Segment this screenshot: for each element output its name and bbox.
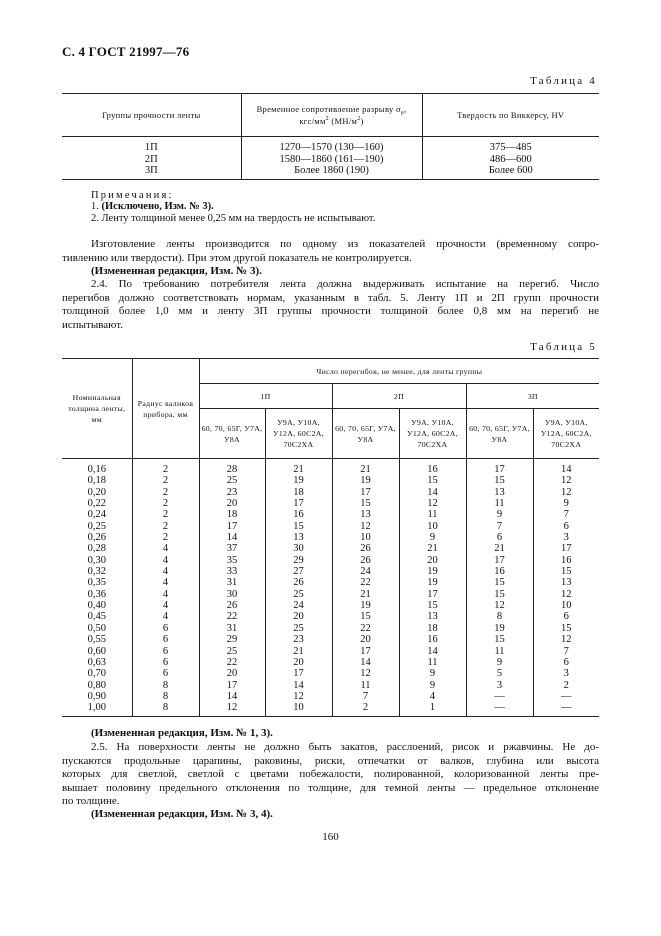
table-cell: 10 <box>265 702 332 716</box>
table-cell: 18 <box>399 623 466 634</box>
table-cell: 22 <box>199 611 265 622</box>
table-cell: 4 <box>132 555 199 566</box>
table-cell: 31 <box>199 577 265 588</box>
table-cell: 21 <box>332 459 399 476</box>
table-cell: — <box>466 702 533 716</box>
table-cell: 0,60 <box>87 645 106 657</box>
table-cell: 20 <box>265 657 332 668</box>
table-cell: 6 <box>533 611 599 622</box>
table-cell: 0,20 <box>87 486 106 498</box>
table-row <box>62 646 599 657</box>
table-cell: 24 <box>332 566 399 577</box>
table-cell: 12 <box>533 487 599 498</box>
table-cell: 2 <box>132 459 199 476</box>
table-cell: 10 <box>533 600 599 611</box>
table-cell: 35 <box>199 555 265 566</box>
table-cell: 13 <box>265 532 332 543</box>
table-cell: 19 <box>399 577 466 588</box>
table-cell: 19 <box>332 600 399 611</box>
table-cell: 13 <box>533 577 599 588</box>
bend-test-table <box>62 358 599 717</box>
table-cell: 0,40 <box>87 600 106 612</box>
table-row <box>62 600 599 611</box>
table-cell: 4 <box>399 691 466 702</box>
edit-note-3: (Измененная редакция, Изм. № 3). <box>91 265 262 277</box>
table-cell: 0,26 <box>87 532 106 544</box>
table-cell: 14 <box>199 691 265 702</box>
table-cell: 17 <box>199 521 265 532</box>
col-header-steel-a: 60, 70, 65Г, У7А, У8А <box>332 409 399 459</box>
table-cell: 21 <box>466 543 533 554</box>
table-cell: 13 <box>466 487 533 498</box>
table-cell: 12 <box>533 634 599 645</box>
table-row: 3П Более 1860 (190) Более 600 <box>62 165 599 179</box>
table-cell: 29 <box>265 555 332 566</box>
table-cell: 9 <box>466 509 533 520</box>
table-cell: 14 <box>332 657 399 668</box>
table-cell: 11 <box>466 498 533 509</box>
table-cell: 0,50 <box>87 622 106 634</box>
table-cell: 10 <box>399 521 466 532</box>
table-cell: 20 <box>265 611 332 622</box>
table-cell: 17 <box>332 487 399 498</box>
table-cell: 9 <box>399 668 466 679</box>
table-cell: 17 <box>466 555 533 566</box>
table-cell: 17 <box>265 668 332 679</box>
table-cell: 2 <box>533 680 599 691</box>
table-row <box>62 487 599 498</box>
table-cell: 3 <box>533 668 599 679</box>
table-cell: 22 <box>332 577 399 588</box>
table-row <box>62 691 599 702</box>
table-cell: 15 <box>332 611 399 622</box>
table-cell: 2 <box>132 475 199 486</box>
table-cell: 9 <box>399 532 466 543</box>
table-cell: 9 <box>466 657 533 668</box>
table-cell: 6 <box>466 532 533 543</box>
table-cell: 14 <box>399 487 466 498</box>
table-cell: 18 <box>265 487 332 498</box>
table-cell: 25 <box>265 589 332 600</box>
table-cell: 2 <box>132 521 199 532</box>
table-row <box>62 566 599 577</box>
paragraph-2-5: 2.5. На поверхности ленты не должно быть закатов, расслоений, рисок и ржавчины. Не до- пускаются продольные царапины, раковины, риски, отпечатки от валков, глубина или высота которых для светлой, светлой с цветами побежалости, полированной, колоризованной ленты пре- вышает половину предельного отклонения по толщине, для темной ленты — предельное отклонение по толщине. <box>62 741 599 807</box>
col-header-steel-b: У9А, У10А, У12А, 60С2А, 70С2ХА <box>265 409 332 459</box>
table-cell: 25 <box>265 623 332 634</box>
table-cell: 24 <box>265 600 332 611</box>
paragraph-strength-indicator: Изготовление ленты производится по одному из показателей прочности (временному сопро- тивлению или твердости). При этом другой показатель не контролируется. <box>62 238 599 264</box>
table-cell: 14 <box>199 532 265 543</box>
table-cell: 30 <box>199 589 265 600</box>
table-cell: 28 <box>199 459 265 476</box>
table-cell: 6 <box>132 668 199 679</box>
col-header-hardness: Твердость по Виккерсу, HV <box>422 94 599 137</box>
table-cell: 21 <box>265 646 332 657</box>
table-cell: 15 <box>466 577 533 588</box>
table-cell: 0,55 <box>87 634 106 646</box>
table-cell: 0,70 <box>87 668 106 680</box>
table-cell: 26 <box>199 600 265 611</box>
table-cell: 4 <box>132 543 199 554</box>
page-number: 160 <box>322 831 339 843</box>
edit-note-1-3: (Измененная редакция, Изм. № 1, 3). <box>91 727 273 739</box>
table-cell: 3 <box>466 680 533 691</box>
table-cell: 0,30 <box>87 554 106 566</box>
table-cell: 0,18 <box>87 475 106 487</box>
table-cell: 25 <box>199 646 265 657</box>
edit-note-3-4: (Измененная редакция, Изм. № 3, 4). <box>91 808 273 820</box>
col-header-steel-a: 60, 70, 65Г, У7А, У8А <box>466 409 533 459</box>
table4-caption: Таблица 4 <box>530 75 597 87</box>
col-header-thickness: Номинальная толщина ленты, мм <box>62 359 132 459</box>
col-header-steel-b: У9А, У10А, У12А, 60С2А, 70С2ХА <box>533 409 599 459</box>
table-cell: 16 <box>399 634 466 645</box>
paragraph-2-4: 2.4. По требованию потребителя лента должна выдерживать испытание на перегиб. Число перегибов должно соответствовать нормам, указанным в табл. 5. Ленту 1П и 2П групп прочности толщиной более 1,0 мм и ленту 3П группы прочности толщиной более 0,8 мм на перегиб не испытывают. <box>62 278 599 331</box>
table-cell: 16 <box>533 555 599 566</box>
note-1: 1. (Исключено, Изм. № 3). <box>91 201 214 212</box>
table-cell: 0,25 <box>87 520 106 532</box>
table-row <box>62 498 599 509</box>
col-header-radius: Радиус валиков прибора, мм <box>132 359 199 459</box>
table-cell: 6 <box>533 521 599 532</box>
table-cell: 2 <box>132 487 199 498</box>
table-cell: 23 <box>199 487 265 498</box>
table-cell: 16 <box>265 509 332 520</box>
table-cell: 26 <box>332 543 399 554</box>
table-cell: 14 <box>265 680 332 691</box>
table-cell: 9 <box>533 498 599 509</box>
table-cell: 0,22 <box>87 498 106 510</box>
table-row <box>62 459 599 476</box>
table-cell: 19 <box>466 623 533 634</box>
table-cell: 0,35 <box>87 577 106 589</box>
table-row <box>62 634 599 645</box>
bend-table-body <box>62 459 599 717</box>
col-header-group-3p: 3П <box>466 384 599 409</box>
col-header-steel-a: 60, 70, 65Г, У7А, У8А <box>199 409 265 459</box>
table-cell: 20 <box>199 498 265 509</box>
table-cell: 2 <box>132 498 199 509</box>
table-cell: 3 <box>533 532 599 543</box>
table-cell: 6 <box>132 634 199 645</box>
table-cell: 0,45 <box>87 611 106 623</box>
table-cell: — <box>533 702 599 716</box>
table-cell: 23 <box>265 634 332 645</box>
table5-caption: Таблица 5 <box>530 341 597 353</box>
table-cell: 2 <box>132 532 199 543</box>
col-header-steel-b: У9А, У10А, У12А, 60С2А, 70С2ХА <box>399 409 466 459</box>
table-row: 1П 1270—1570 (130—160) 375—485 <box>62 137 599 154</box>
table-cell: 2 <box>332 702 399 716</box>
table-cell: 15 <box>466 589 533 600</box>
table-cell: 17 <box>533 543 599 554</box>
table-cell: 0,63 <box>87 656 106 668</box>
table-cell: 12 <box>533 589 599 600</box>
table-row <box>62 555 599 566</box>
table-cell: 19 <box>265 475 332 486</box>
table-row <box>62 475 599 486</box>
table-cell: 18 <box>199 509 265 520</box>
col-header-group: Группы прочности ленты <box>62 94 241 137</box>
table-cell: 7 <box>332 691 399 702</box>
table-cell: 15 <box>466 634 533 645</box>
table-row <box>62 702 599 716</box>
table-cell: 26 <box>332 555 399 566</box>
table-cell: 22 <box>332 623 399 634</box>
table-cell: 8 <box>132 702 199 716</box>
notes-title: Примечания: <box>91 190 174 201</box>
table-cell: 8 <box>466 611 533 622</box>
table-cell: 15 <box>399 475 466 486</box>
table-cell: 21 <box>265 459 332 476</box>
table-cell: 16 <box>399 459 466 476</box>
table-cell: 10 <box>332 532 399 543</box>
table-cell: 17 <box>199 680 265 691</box>
page-header: С. 4 ГОСТ 21997—76 <box>62 44 190 59</box>
table-cell: 30 <box>265 543 332 554</box>
table-cell: 12 <box>533 475 599 486</box>
table-cell: 21 <box>399 543 466 554</box>
table-row <box>62 577 599 588</box>
table-cell: 4 <box>132 600 199 611</box>
table-cell: 12 <box>332 668 399 679</box>
col-header-bends: Число перегибов, не менее, для ленты группы <box>199 359 599 384</box>
table-cell: 6 <box>132 646 199 657</box>
col-header-group-1p: 1П <box>199 384 332 409</box>
table-cell: 12 <box>265 691 332 702</box>
table-cell: 13 <box>399 611 466 622</box>
table-cell: 0,90 <box>87 690 106 702</box>
table-cell: 20 <box>399 555 466 566</box>
table-cell: 8 <box>132 680 199 691</box>
table-cell: — <box>466 691 533 702</box>
table-row: 2П 1580—1860 (161—190) 486—600 <box>62 154 599 166</box>
table-row <box>62 532 599 543</box>
table-row <box>62 623 599 634</box>
table-cell: 17 <box>332 646 399 657</box>
table-cell: 29 <box>199 634 265 645</box>
strength-table <box>62 93 599 180</box>
table-cell: 15 <box>466 475 533 486</box>
table-cell: 22 <box>199 657 265 668</box>
table-cell: 19 <box>399 566 466 577</box>
table-cell: 7 <box>533 646 599 657</box>
col-header-strength: Временное сопротивление разрыву $\sigma_в$, кгс/$мм^2$ $(МН/м^2)$ <box>241 94 422 137</box>
table-cell: 7 <box>466 521 533 532</box>
table-cell: 6 <box>132 657 199 668</box>
table-cell: 4 <box>132 566 199 577</box>
table-cell: 12 <box>199 702 265 716</box>
table-cell: 20 <box>332 634 399 645</box>
table-cell: 37 <box>199 543 265 554</box>
table-cell: 0,80 <box>87 679 106 691</box>
table-cell: 11 <box>466 646 533 657</box>
table-cell: — <box>533 691 599 702</box>
table-cell: 0,36 <box>87 588 106 600</box>
table-cell: 4 <box>132 589 199 600</box>
table-cell: 5 <box>466 668 533 679</box>
table-cell: 11 <box>399 657 466 668</box>
table-row <box>62 589 599 600</box>
table-cell: 0,24 <box>87 509 106 521</box>
table-row <box>62 657 599 668</box>
table-cell: 12 <box>332 521 399 532</box>
table-cell: 15 <box>332 498 399 509</box>
table-row <box>62 509 599 520</box>
table-cell: 25 <box>199 475 265 486</box>
table-cell: 26 <box>265 577 332 588</box>
table-cell: 4 <box>132 611 199 622</box>
table-cell: 13 <box>332 509 399 520</box>
table-cell: 6 <box>533 657 599 668</box>
table-cell: 12 <box>466 600 533 611</box>
table-cell: 2 <box>132 509 199 520</box>
table-cell: 15 <box>399 600 466 611</box>
table-cell: 7 <box>533 509 599 520</box>
table-row <box>62 543 599 554</box>
table-cell: 17 <box>466 459 533 476</box>
table-row <box>62 521 599 532</box>
table-cell: 15 <box>533 566 599 577</box>
table-row <box>62 680 599 691</box>
table-cell: 14 <box>399 646 466 657</box>
table-cell: 31 <box>199 623 265 634</box>
table-row <box>62 668 599 679</box>
note-2: 2. Ленту толщиной менее 0,25 мм на твердость не испытывают. <box>91 213 376 224</box>
table-cell: 33 <box>199 566 265 577</box>
table-cell: 4 <box>132 577 199 588</box>
table-cell: 1 <box>399 702 466 716</box>
table-cell: 1,00 <box>62 702 132 716</box>
table-cell: 19 <box>332 475 399 486</box>
table-cell: 11 <box>332 680 399 691</box>
table-cell: 12 <box>399 498 466 509</box>
table-cell: 9 <box>399 680 466 691</box>
table-cell: 27 <box>265 566 332 577</box>
table-cell: 0,28 <box>87 543 106 555</box>
table-cell: 6 <box>132 623 199 634</box>
table-cell: 17 <box>265 498 332 509</box>
col-header-group-2p: 2П <box>332 384 466 409</box>
table-cell: 0,32 <box>87 566 106 578</box>
table-cell: 15 <box>265 521 332 532</box>
table-cell: 15 <box>533 623 599 634</box>
table-cell: 0,16 <box>87 464 106 475</box>
table-cell: 20 <box>199 668 265 679</box>
table-cell: 11 <box>399 509 466 520</box>
table-row <box>62 611 599 622</box>
table-cell: 17 <box>399 589 466 600</box>
table-cell: 14 <box>533 459 599 476</box>
table-cell: 8 <box>132 691 199 702</box>
table-cell: 16 <box>466 566 533 577</box>
table-cell: 21 <box>332 589 399 600</box>
